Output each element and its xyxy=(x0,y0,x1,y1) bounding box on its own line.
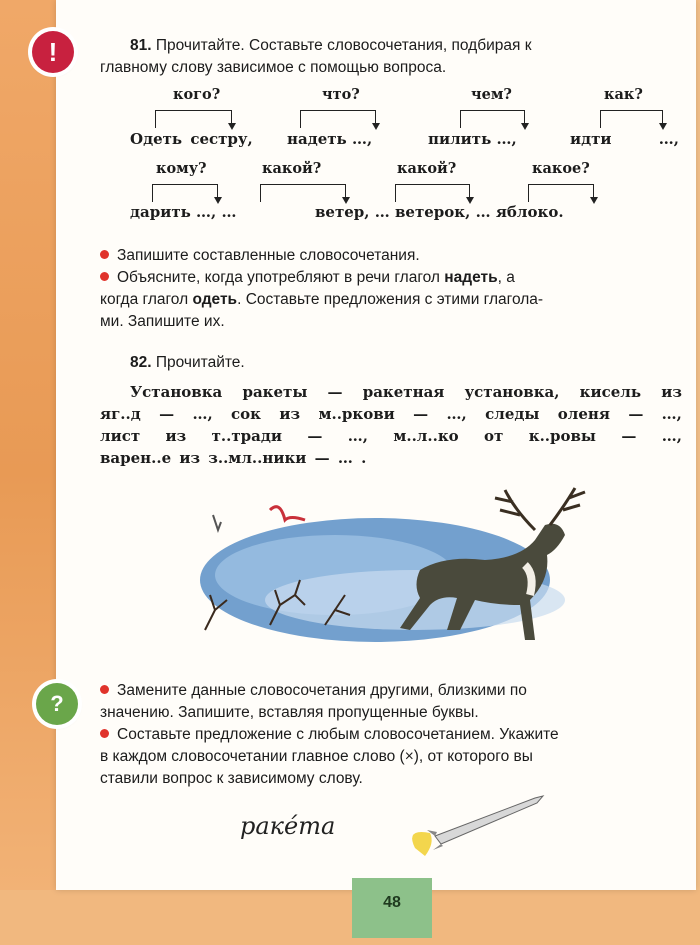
exercise-81-number: 81. xyxy=(130,37,152,54)
text-line: яг..д — …, сок из м..ркови — …, следы оленя — …, xyxy=(100,405,682,423)
row1-phrase-4: идти …, xyxy=(570,130,680,148)
reindeer-illustration xyxy=(185,480,645,660)
question-label: кого? xyxy=(173,86,221,103)
task-bullet: Замените данные словосочетания другими, близкими по xyxy=(100,680,527,702)
exclamation-icon: ! xyxy=(32,31,74,73)
task-text: ми. Запишите их. xyxy=(100,313,225,330)
question-bracket xyxy=(528,184,594,202)
row1-phrase-3: пилить …, xyxy=(428,130,517,148)
question-bracket xyxy=(600,110,663,128)
question-label: чем? xyxy=(471,86,512,103)
question-label: какое? xyxy=(532,160,590,177)
row2-phrase-2: ветер, … ветерок, … яблоко. xyxy=(315,203,564,221)
task-bullet: Запишите составленные словосочетания. xyxy=(100,245,420,267)
question-bracket xyxy=(152,184,218,202)
exercise-81-instruction: 81. Прочитайте. Составьте словосочетания, подбирая к xyxy=(130,37,532,54)
question-icon: ? xyxy=(36,683,78,725)
page-number: 48 xyxy=(352,878,432,938)
rocket-illustration xyxy=(395,788,555,858)
exercise-81-instruction-cont: главному слову зависимое с помощью вопроса. xyxy=(100,59,447,76)
task-text: когда глагол одеть. Составьте предложения с этими глагола- xyxy=(100,291,544,308)
question-label: кому? xyxy=(156,160,207,177)
text-line: Установка ракеты — ракетная установка, кисель из xyxy=(130,383,682,401)
question-bracket xyxy=(395,184,470,202)
row2-phrases: дарить …, … xyxy=(130,203,237,221)
row1-phrase-2: надеть …, xyxy=(287,130,373,148)
task-text: в каждом словосочетании главное слово (×), от которого вы xyxy=(100,748,533,765)
task-bullet: Составьте предложение с любым словосочетанием. Укажите xyxy=(100,724,559,746)
question-bracket xyxy=(155,110,232,128)
question-bracket xyxy=(460,110,525,128)
exercise-82-number: 82. xyxy=(130,354,152,371)
bird-icon xyxy=(270,507,305,520)
question-label: как? xyxy=(604,86,643,103)
exercise-82-instruction: 82. Прочитайте. xyxy=(130,354,245,371)
task-text: ставили вопрос к зависимому слову. xyxy=(100,770,363,787)
task-bullet: Объясните, когда употребляют в речи глагол надеть, а xyxy=(100,267,682,289)
left-margin-stripe xyxy=(0,0,62,945)
text-line: варен..е из з..мл..ники — … . xyxy=(100,449,367,467)
question-bracket xyxy=(260,184,346,202)
question-bracket xyxy=(300,110,376,128)
question-label: какой? xyxy=(262,160,322,177)
task-text: значению. Запишите, вставляя пропущенные буквы. xyxy=(100,704,479,721)
question-label: что? xyxy=(322,86,360,103)
row1-phrases: Одеть сестру, xyxy=(130,130,253,148)
vocabulary-word: раке́та xyxy=(240,812,336,840)
text-line: лист из т..тради — …, м..л..ко от к..ровы — …, xyxy=(100,427,682,445)
bottom-band xyxy=(0,890,700,945)
question-label: какой? xyxy=(397,160,457,177)
